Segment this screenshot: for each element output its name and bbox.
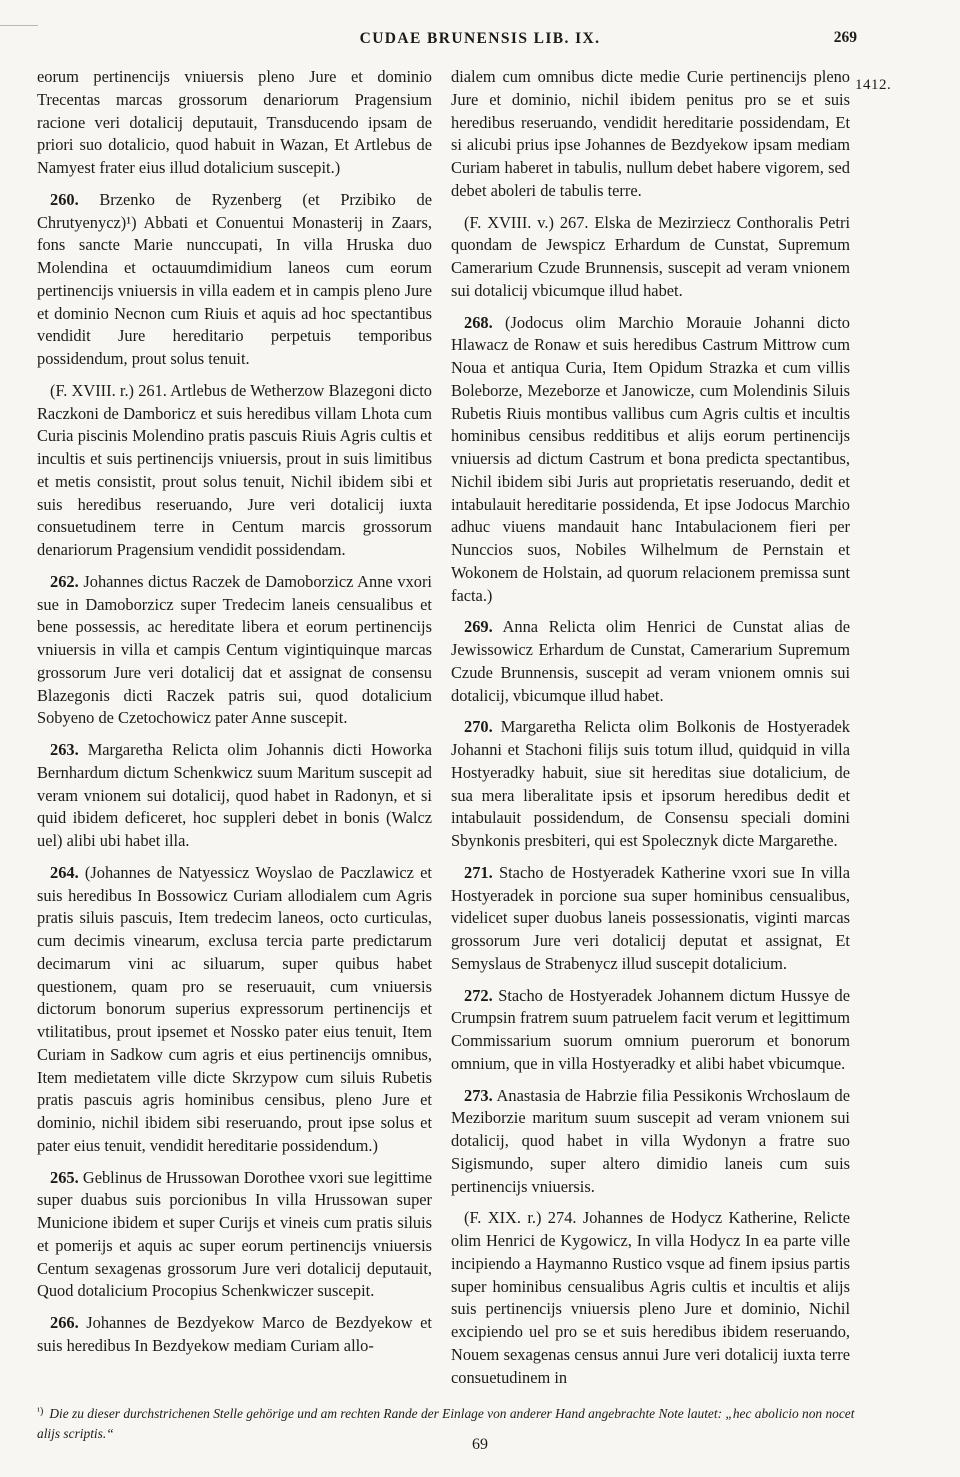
page-number: 269 [833,29,857,46]
footnote-marker: ¹) [37,1406,44,1417]
entry-paragraph [37,189,432,371]
entry-paragraph [37,739,432,853]
entry-text: Margaretha Relicta olim Bolkonis de Hostyeradek Johanni et Stachoni filijs suis totum illud, quidquid in villa Hostyeradky habuit, siue sit hereditas siue dotalicium, de sua mera liberalitate ipsis et ipsorum heredibus dedit et intabulauit possidendum, de Consensu speciali domini Sbynkonis presbiteri, qui est Spolecznyk dicte Margarethe. [451,717,850,850]
entry-paragraph [37,862,432,1158]
margin-year: 1412. [855,77,892,93]
entry-paragraph [37,571,432,730]
entry-paragraph [451,66,850,203]
entry-paragraph [451,1207,850,1389]
entry-text: Stacho de Hostyeradek Johannem dictum Hussye de Crumpsin fratrem suum patruelem facit verum et legittimum Commissarium suorum omnium puerorum et bonorum omnium, que in villa Hostyeradky et alibi habet vbicumque. [451,985,850,1073]
entry-text: (Johannes de Natyessicz Woyslao de Paczlawicz et suis heredibus In Bossowicz Curiam allodialem cum Agris pratis siluis pascuis, Item tredecim laneos, octo curticulas, cum decimis vinearum, exclusa tercia parte predictarum decimarum vini ac siluarum, super quibus habet questionem, quam pro se reseruauit, cum vniuersis dictorum bonorum superius expressorum pertinencijs et vtilitatibus, prout ipsemet et Nossko pater eius tenuit, Item Curiam in Sadkow cum agris et eius pertinencijs omnibus, Item medietatem ville dicte Skrzypow cum siluis Rubetis pratis pascuis agris hominibus censibus, pleno Jure et dominio, nichil ibidem sibi reseruando, prout ipse solus et pater eius tenuit, vendidit hereditarie possidendum.) [37,862,432,1155]
entry-number: 273. [464,1085,493,1105]
entry-paragraph [451,862,850,976]
entry-paragraph [37,66,432,180]
entry-text: dialem cum omnibus dicte medie Curie pertinencijs pleno Jure et dominio, nichil ibidem penitus pro se et suis heredibus reseruando, vendidit hereditarie possidendam, Et si alicubi prius ipse Johannes de Bezdyekow ipsam mediam Curiam haberet in tabulis, nullum debet habere vigorem, sed debet aboleri de tabulis terre. [451,67,850,200]
entry-text: Anastasia de Habrzie filia Pessikonis Wrchoslaum de Meziborzie maritum suum suscepit ad veram vnionem sui dotalicij, quod habet in villa Wydonyn a fratre suo Sigismundo, super altero dimidio laneis cum suis pertinencijs vniuersis. [451,1085,850,1196]
entry-number: 263. [50,740,79,759]
entry-text: (F. XVIII. r.) 261. Artlebus de Wetherzow Blazegoni dicto Raczkoni de Damboricz et suis heredibus villam Lhota cum Curia piscinis Molendino pratis pascuis Riuis Agris cultis et incultis et suis pertinencijs vniuersis, prout in suis limitibus et metis consistit, prout solus tenuit, Nichil ibidem sibi et suis heredibus reseruando, Jure veri dotalicij iuxta consuetudinem terre in Centum marcis grossorum denariorum Pragensium vendidit possidendam. [37,380,432,559]
entry-text: Johannes de Bezdyekow Marco de Bezdyekow et suis heredibus In Bezdyekow mediam Curiam allo- [37,1313,432,1355]
entry-text: Geblinus de Hrussowan Dorothee vxori sue legittime super duabus suis porcionibus In villa Hrussowan super Municione ibidem et super Curijs et vineis cum pratis siluis et pomerijs et aquis ac super eorum pertinencijs vniuersis Centum sexagenas grossorum Jure veri dotalicij deputauit, Quod dotalicium Procopius Schenkwiczer suscepit. [37,1167,432,1301]
entry-number: 266. [50,1313,79,1332]
entry-paragraph [451,716,850,853]
entry-number: 270. [464,717,493,737]
entry-text: Brzenko de Ryzenberg (et Przibiko de Chrutyenycz)¹) Abbati et Conuentui Monasterij in Zaars, fons sancte Marie nunccupati, In villa Hruska duo Molendina et octauumdimidium laneos cum eorum pertinencijs vniuersis in villa eadem et in campis pleno Jure et dominio Necnon cum Riuis et aquis ad hoc spectantibus vendidit Jure hereditario perpetuis temporibus possidendum, prout solus tenuit. [37,189,432,368]
entry-number: 264. [50,862,79,882]
entry-text: Anna Relicta olim Henrici de Cunstat alias de Jewissowicz Erhardum de Cunstat, Camerarium Supremum Czude Brunnensis, suscepit ad veram vnionem omnis sui dotalicij, vbicumque illud habet. [451,617,850,705]
entry-number: 272. [464,985,493,1005]
entry-paragraph [451,985,850,1076]
entry-text: eorum pertinencijs vniuersis pleno Jure et dominio Trecentas marcas grossorum denariorum Pragensium racione veri dotalicij deputauit, Transducendo ipsam de priori suo dotalicio, quod habuit in Wazan, Et Artlebus de Namyest frater eius illud dotalicium suscepit.) [37,67,432,177]
entry-paragraph [37,380,432,562]
running-title: CUDAE BRUNENSIS LIB. IX. [359,30,601,47]
right-column [451,66,850,1389]
entry-text: (F. XIX. r.) 274. Johannes de Hodycz Katherine, Relicte olim Henrici de Kygowicz, In villa Hodycz In ea parte ville incipiendo a Haymanno Rustico vsque ad finem ipsius partis super hominibus censualibus Agris cultis et incultis et alijs suis pertinencijs vniuersis pleno Jure et dominio, Nichil excipiendo uel pro se et suis heredibus ibidem reseruando, Nouem sexagenas census annui Jure veri dotalicij iuxta terre consuetudinem in [451,1208,850,1387]
entry-paragraph [451,312,850,608]
entry-paragraph [451,1085,850,1199]
entry-text: Margaretha Relicta olim Johannis dicti Howorka Bernhardum dictum Schenkwicz suum Maritum suscepit ad veram vnionem sui dotalicij, quod habet in Radonyn, et si quid ibidem deficeret, hoc suppleri debet in bonis (Walcz uel) alibi ubi habet illa. [37,740,432,850]
entry-paragraph [37,1167,432,1304]
entry-paragraph [451,212,850,303]
entry-number: 265. [50,1167,79,1187]
entry-text: Johannes dictus Raczek de Damoborzicz Anne vxori sue in Damoborzicz super Tredecim laneis censualibus et bene possessis, ac hereditate libera et eorum pertinencijs vniuersis in villa et campis Centum vigintiquinque marcas grossorum Jure veri dotalicij dat et assignat de consensu Blazegonis dicti Raczek patris sui, quod dotalicium Sobyeno de Czetochowicz pater Anne suscepit. [37,571,432,728]
entry-number: 271. [464,862,493,882]
entry-text: (Jodocus olim Marchio Morauie Johanni dicto Hlawacz de Ronaw et suis heredibus Castrum Mittrow cum Noua et antiqua Curia, Item Opidum Strazka et cum villis Boleborze, Mezeborze et Janowicze, cum Molendinis Siluis Rubetis Riuis montibus vallibus cum Agris cultis et incultis hominibus censibus redditibus et alijs eorum pertinencijs vniuersis ad dictum Castrum et bona predicta spectantibus, Nichil ibidem sibi Juris aut proprietatis reseruando, dedit et intabulauit hereditarie possidenda, Et ipse Jodocus Marchio adhuc viuens mandauit hanc Intabulacionem fieri per Nunccios suos, Nobiles Wilhelmum de Pernstain et Wokonem de Holstain, ad quorum relacionem premissa sunt facta.) [451,312,850,605]
sheet-signature: 69 [472,1436,488,1453]
entry-paragraph [37,1312,432,1358]
footnote-text: Die zu dieser durchstrichenen Stelle gehörige und am rechten Rande der Einlage von anderer Hand angebrachte Note lautet: „hec abolicio non nocet alijs scriptis.“ [37,1406,855,1441]
entry-number: 262. [50,571,79,591]
entry-paragraph [451,616,850,707]
entry-text: (F. XVIII. v.) 267. Elska de Mezirziecz Conthoralis Petri quondam de Jewspicz Erhardum de Cunstat, Supremum Camerarium Czude Brunnensis, suscepit ad veram vnionem sui dotalicij vbicumque illud habet. [451,212,850,300]
top-rule [0,25,38,26]
left-column [37,66,432,1358]
entry-text: Stacho de Hostyeradek Katherine vxori sue In villa Hostyeradek in porcione sua super hominibus censualibus, videlicet super duobus laneis possessionatis, viginti marcas grossorum Jure veri dotalicij deputat et assignat, Et Semyslaus de Strabenycz illud suscepit dotalicium. [451,862,850,973]
entry-number: 260. [50,189,79,209]
entry-number: 269. [464,617,493,637]
entry-number: 268. [464,312,493,332]
